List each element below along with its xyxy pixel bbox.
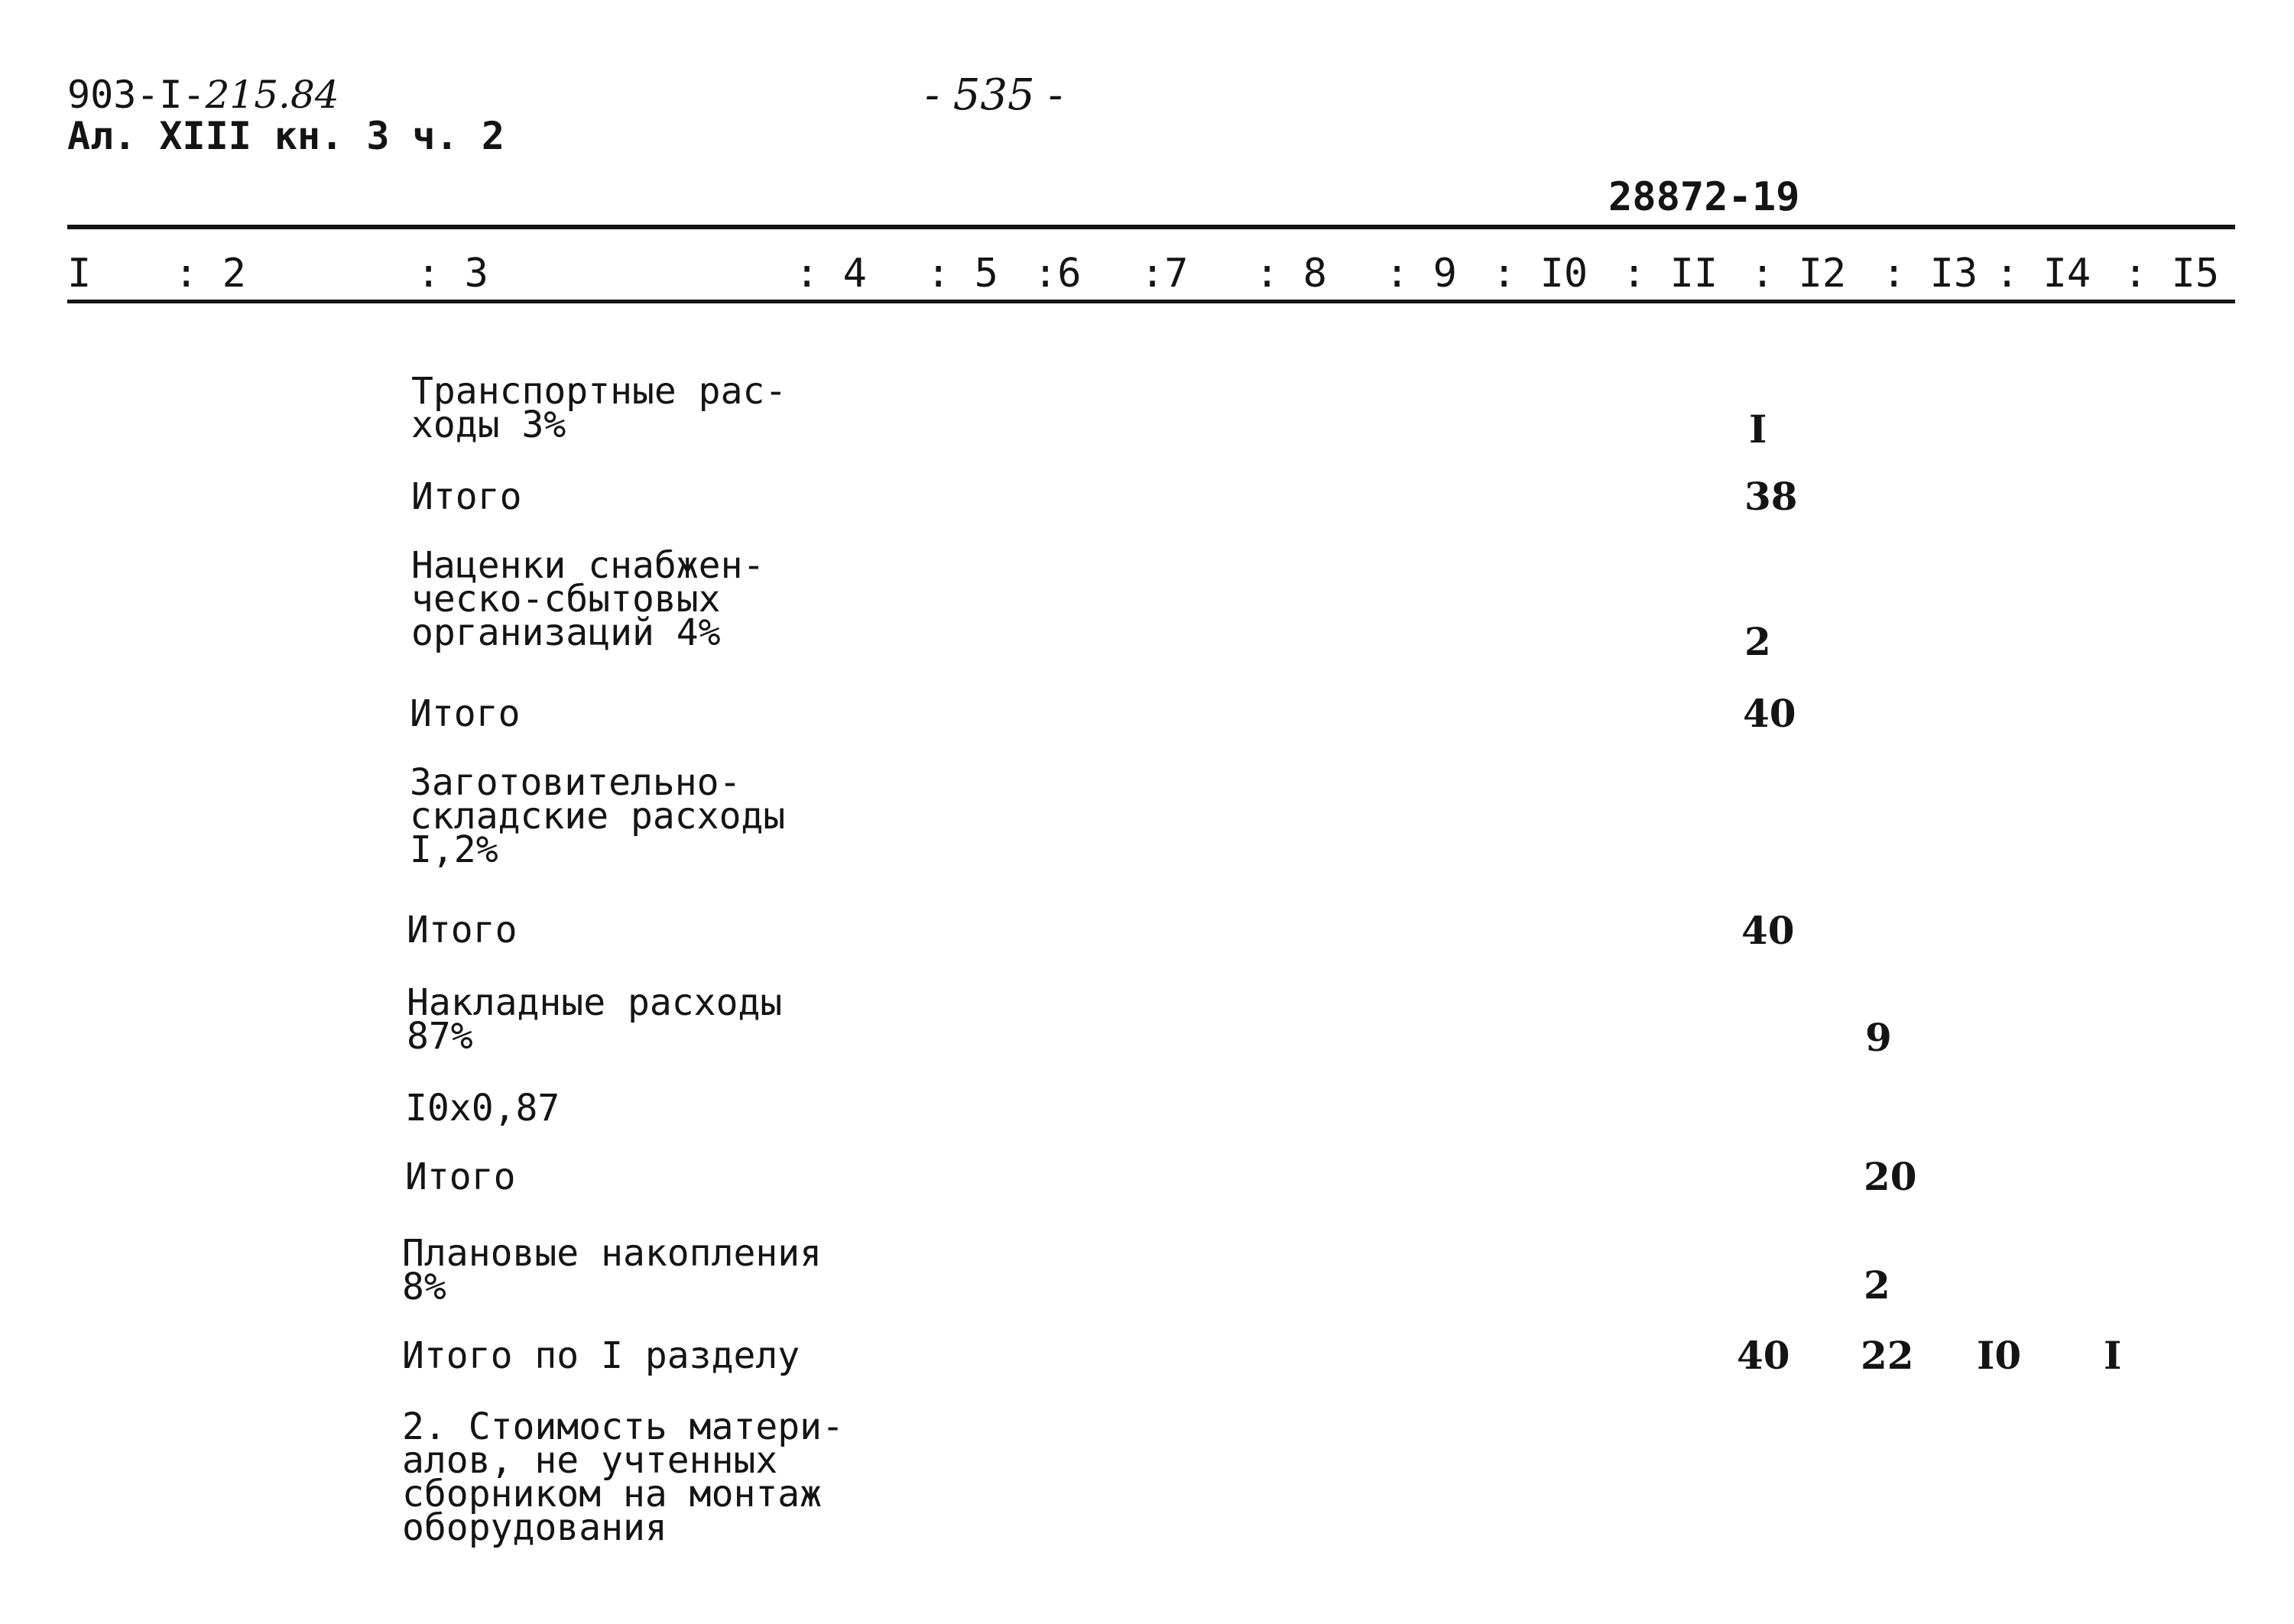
row-label-section-total: Итого по I разделу [402, 1334, 800, 1377]
column-number: : I5 [2124, 251, 2220, 297]
cell-value: 38 [1744, 474, 1798, 519]
column-number: :6 [1033, 251, 1082, 297]
cell-value: I [2104, 1333, 2122, 1378]
cell-value: 22 [1861, 1333, 1914, 1378]
row-label-storage: Заготовительно- складские расходы I,2% [410, 761, 786, 871]
page-number: - 535 - [925, 70, 1063, 120]
cell-value: I0 [1977, 1333, 2022, 1378]
cell-value: I [1749, 407, 1767, 452]
column-number: : 8 [1255, 251, 1327, 297]
column-number: : I3 [1882, 251, 1978, 297]
table-top-rule [67, 225, 2235, 229]
column-number-header [0, 252, 2294, 298]
document-code-prefix: 903-I- [67, 73, 206, 117]
row-label-total: Итого [405, 1156, 516, 1198]
column-number: :7 [1141, 251, 1189, 297]
row-label-formula: I0x0,87 [405, 1087, 560, 1130]
column-header-rule [67, 300, 2235, 303]
cell-value: 40 [1741, 908, 1795, 953]
column-number: : I0 [1492, 251, 1588, 297]
column-number: : I4 [1995, 251, 2091, 297]
column-number: I [67, 251, 92, 297]
row-label-markup: Наценки снабжен- ческо-сбытовых организаций 4% [411, 544, 765, 654]
column-number: : 4 [795, 251, 867, 297]
volume-reference: Ал. XIII кн. 3 ч. 2 [67, 114, 505, 158]
document-code [67, 73, 339, 116]
row-label-overhead: Накладные расходы 87% [407, 981, 783, 1058]
row-label-materials: 2. Стоимость матери- алов, не учтенных сборником на монтаж оборудования [402, 1405, 844, 1549]
cell-value: 40 [1743, 691, 1796, 736]
document-code-handwritten: 215.84 [205, 73, 339, 117]
column-number: : I2 [1751, 251, 1847, 297]
column-number: : 3 [417, 251, 488, 297]
cell-value: 2 [1864, 1263, 1890, 1308]
row-label-total: Итого [410, 692, 521, 735]
row-label-total: Итого [411, 475, 522, 518]
row-label-total: Итого [407, 909, 518, 951]
cell-value: 20 [1864, 1154, 1917, 1199]
row-label-transport: Транспортные рас- ходы 3% [411, 370, 787, 446]
cell-value: 9 [1865, 1015, 1892, 1060]
column-number: : 9 [1385, 251, 1457, 297]
cell-value: 40 [1737, 1333, 1790, 1378]
column-number: : 5 [926, 251, 998, 297]
cell-value: 2 [1744, 619, 1771, 664]
column-number: : 2 [174, 251, 246, 297]
column-number: : II [1622, 251, 1718, 297]
row-label-planned: Плановые накопления 8% [402, 1232, 823, 1308]
sheet-code: 28872-19 [1608, 174, 1800, 220]
